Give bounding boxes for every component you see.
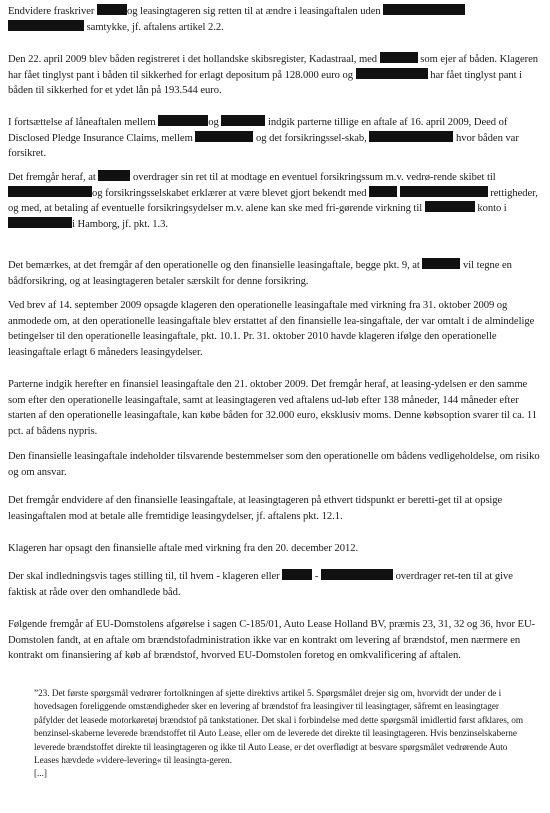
paragraph-5: Det bemærkes, at det fremgår af den operationelle og den finansielle leasingaftale, begge pkt. 9, at vil tegne en bådforsikring, og at leasingtageren betaler særskilt for denne forsikring. bbox=[8, 260, 512, 287]
redaction-box bbox=[400, 186, 488, 197]
redaction-box bbox=[356, 68, 428, 79]
redaction-box bbox=[321, 569, 393, 580]
paragraph-4: Det fremgår heraf, at overdrager sin ret til at modtage en eventuel forsikringssum m.v. vedrø-rende skibet til og forsikringsselskabet erklærer at være blevet gjort bekendt med rettigheder, og med, at betaling af eventuelle forsikringsydelser m.v. alene kan ske med fri-gørende virkning til konto i i Hamborg, jf. pkt. 1.3. bbox=[8, 172, 538, 230]
redaction-box bbox=[383, 4, 465, 15]
redaction-box bbox=[369, 186, 397, 197]
paragraph-6: Ved brev af 14. september 2009 opsagde klageren den operationelle leasingaftale med virkning fra 31. oktober 2009 og anmodede om, at den operationelle leasingaftale blev erstattet af den finansielle lea-singaftale, der var omtalt i de almindelige betingelser til den operationelle leasingaftale, pkt. 10.1. Pr. 31. oktober 2010 havde klageren ifølge den operationelle leasingaftale erlagt 6 måneders leasingydelser. bbox=[8, 300, 535, 358]
paragraph-3: I fortsættelse af låneaftalen mellem og indgik parterne tillige en aftale af 16. april 2009, Deed of Disclosed Pledge Insurance Claims, mellem og det forsikringssel-skab, hvor båden var forsikret. bbox=[8, 117, 519, 160]
paragraph-7: Parterne indgik herefter en finansiel leasingaftale den 21. oktober 2009. Det fremgår heraf, at leasing-ydelsen er den samme som efter den operationelle leasingaftale, samt at leasingtageren ved aftalens ud-løb efter 138 måneder, 144 måneder efter starten af den operationelle leasingaftale, kan købe båden for 32.000 euro, eksklusiv moms. Denne købsoption svarer til ca. 11 pct. af bådens nypris. bbox=[8, 379, 538, 437]
redaction-box bbox=[195, 131, 253, 142]
paragraph-12: Følgende fremgår af EU-Domstolens afgørelse i sagen C-185/01, Auto Lease Holland BV, præmis 23, 31, 32 og 36, hvor EU-Domstolen fandt, at en aftale om brændstofadministration ikke var en kontrakt om levering af brændstof, men nærmere en kontrakt om finansiering af køb af brændstof, hvorved EU-Domstolen foretog en omkvalificering af aftalen. bbox=[8, 619, 536, 662]
block-quote bbox=[34, 688, 530, 782]
quote-ellipsis: [...] bbox=[34, 769, 47, 780]
quote-text: ”23. Det første spørgsmål vedrører fortolkningen af sjette direktivs artikel 5. Spørgsmålet drejer sig om, hvorvidt der under de i hovedsagen foreliggende omstændigheder sker en levering af brændstof fra leasingiver til leasingtager, såfremt en leasingtager påfylder det leasede motorkøretøj brændstof på tankstationer. Det skal i forbindelse med dette spørgsmål imidlertid først afklares, om benzinsel-skaberne leverede brændstoffet til Auto Lease, eller om de leverede det direkte til leasingtageren. Hvis benzinselskaberne leverede brændstoffet direkte til leasingtageren og ikke til Auto Lease, er det overflødigt at besvare spørgsmålet vedrørende Auto Leases hævdede »videre-levering« til leasingta-geren. bbox=[34, 689, 524, 767]
redaction-box bbox=[369, 131, 453, 142]
paragraph-1: Endvidere fraskriver og leasingtageren sig retten til at ændre i leasingaftalen uden samtykke, jf. aftalens artikel 2.2. bbox=[8, 4, 542, 35]
redaction-box bbox=[380, 52, 418, 63]
paragraph-10: Klageren har opsagt den finansielle aftale med virkning fra den 20. december 2012. bbox=[8, 543, 359, 554]
paragraph-11: Der skal indledningsvis tages stilling til, til hvem - klageren eller - overdrager ret-ten til at give faktisk at råde over den omhandlede båd. bbox=[8, 571, 513, 598]
redaction-box bbox=[221, 115, 265, 126]
redaction-box bbox=[8, 217, 72, 228]
redaction-box bbox=[97, 4, 127, 15]
redaction-box bbox=[8, 186, 92, 197]
paragraph-9: Det fremgår endvidere af den finansielle leasingaftale, at leasingtageren på ethvert tidspunkt er beretti-get til at opsige leasingaftalen mod at betale alle fremtidige leasingydelser, jf. aftalens pkt. 12.1. bbox=[8, 495, 503, 522]
redaction-box bbox=[422, 258, 460, 269]
redaction-box bbox=[425, 201, 475, 212]
redaction-box bbox=[282, 569, 312, 580]
redaction-box bbox=[98, 170, 130, 181]
redaction-box bbox=[158, 115, 208, 126]
paragraph-8: Den finansielle leasingaftale indeholder tilsvarende bestemmelser som den operationelle om bådens vedligeholdelse, om risiko og om ansvar. bbox=[8, 451, 540, 478]
paragraph-2: Den 22. april 2009 blev båden registreret i det hollandske skibsregister, Kadastraal, med som ejer af båden. Klageren har fået tinglyst pant i båden til sikkerhed for erlagt depositum på 128.000 euro og har fået tinglyst pant i båden til sikkerhed for et ydet lån på 193.544 euro. bbox=[8, 54, 539, 97]
redaction-box bbox=[8, 20, 84, 31]
